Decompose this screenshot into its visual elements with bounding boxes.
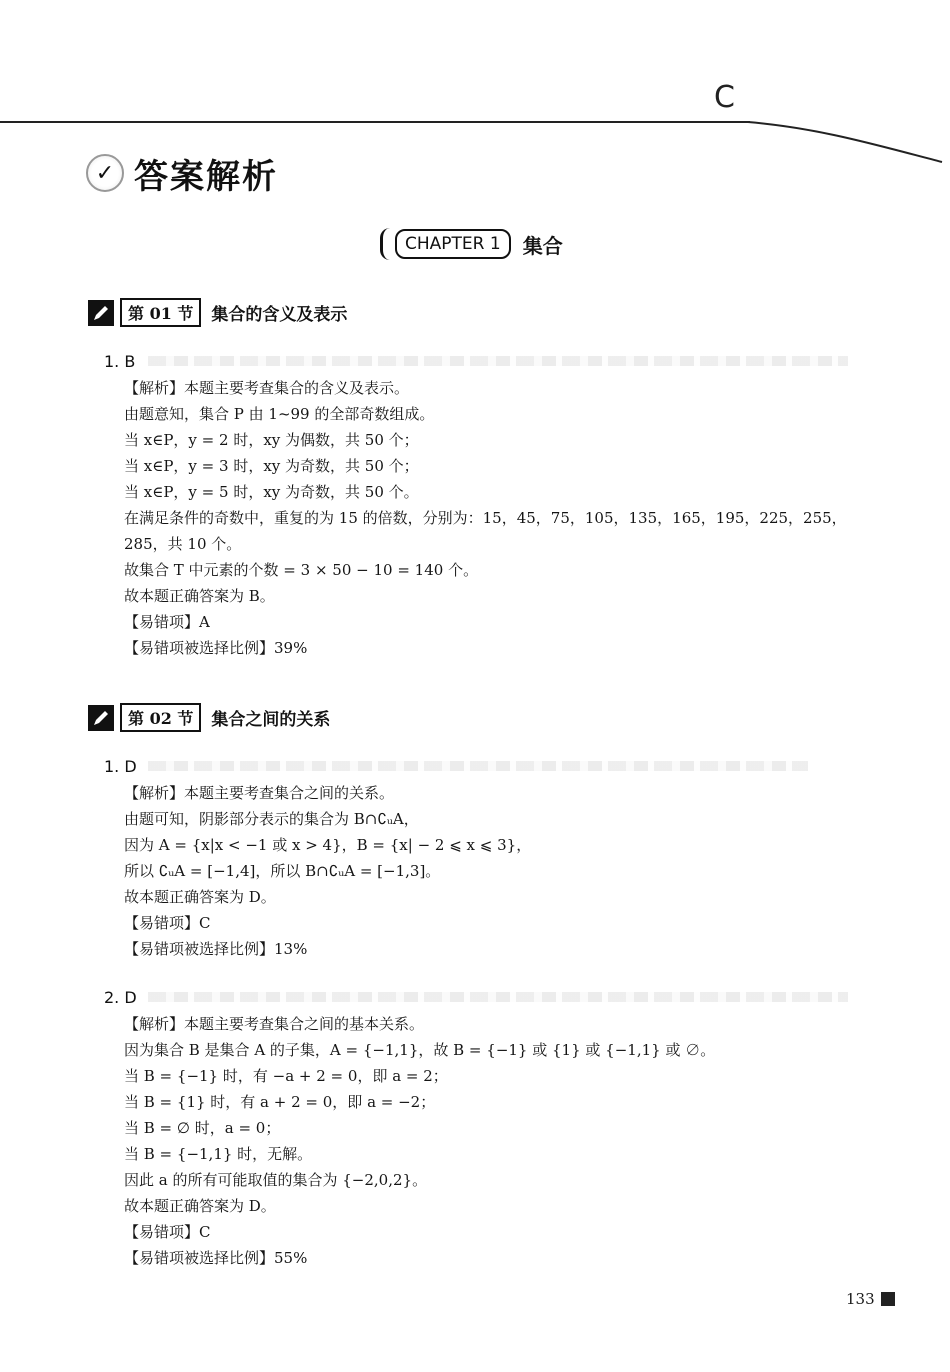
section-title: 集合之间的关系 bbox=[211, 710, 331, 730]
explanation-line: 所以 ∁ᵤA = [−1,4]，所以 B∩∁ᵤA = [−1,3]。 bbox=[124, 862, 441, 880]
explanation-line: 故本题正确答案为 D。 bbox=[124, 1197, 276, 1215]
wrong-ratio-line: 【易错项被选择比例】13% bbox=[124, 940, 308, 958]
chapter-name: 集合 bbox=[522, 233, 563, 258]
chapter-heading bbox=[380, 228, 563, 260]
section-heading-02 bbox=[88, 703, 330, 732]
chapter-label: CHAPTER 1 bbox=[395, 229, 511, 259]
page-marker-square bbox=[881, 1292, 895, 1306]
question-number: 2. D bbox=[104, 988, 137, 1007]
page-number bbox=[846, 1290, 895, 1308]
section-tag: 第 01 节 bbox=[120, 298, 201, 327]
explanation-line: 因为 A = {x|x < −1 或 x > 4}，B = {x| − 2 ⩽ x ⩽ 3}， bbox=[124, 836, 532, 854]
explanation-line: 故集合 T 中元素的个数 = 3 × 50 − 10 = 140 个。 bbox=[124, 561, 479, 579]
page-title-text: 答案解析 bbox=[134, 156, 278, 197]
wrong-option-line: 【易错项】C bbox=[124, 1223, 211, 1241]
answer-explanation bbox=[124, 375, 847, 661]
wrong-ratio-line: 【易错项被选择比例】39% bbox=[124, 639, 308, 657]
explanation-line: 当 x∈P，y = 5 时，xy 为奇数，共 50 个。 bbox=[124, 483, 419, 501]
wrong-option-line: 【易错项】C bbox=[124, 914, 211, 932]
section-tag: 第 02 节 bbox=[120, 703, 201, 732]
wrong-option-line: 【易错项】A bbox=[124, 613, 210, 631]
faded-scan-strip bbox=[148, 356, 848, 366]
explanation-line: 当 B = ∅ 时，a = 0； bbox=[124, 1119, 281, 1137]
explanation-line: 当 B = {−1,1} 时，无解。 bbox=[124, 1145, 313, 1163]
answer-explanation bbox=[124, 780, 531, 962]
bracket-decoration bbox=[380, 228, 393, 260]
page-title bbox=[86, 148, 278, 198]
explanation-line: 在满足条件的奇数中，重复的为 15 的倍数，分别为：15，45，75，105，135，165，195，225，255， bbox=[124, 509, 847, 527]
section-heading-01 bbox=[88, 298, 347, 327]
explanation-line: 由题可知，阴影部分表示的集合为 B∩∁ᵤA， bbox=[124, 810, 419, 828]
question-number: 1. B bbox=[104, 352, 136, 371]
page-number-text: 133 bbox=[846, 1290, 875, 1308]
explanation-line: 【解析】本题主要考查集合之间的关系。 bbox=[124, 784, 395, 802]
explanation-line: 当 x∈P，y = 2 时，xy 为偶数，共 50 个； bbox=[124, 431, 419, 449]
pencil-icon bbox=[88, 300, 114, 326]
explanation-line: 故本题正确答案为 B。 bbox=[124, 587, 275, 605]
explanation-line: 当 B = {1} 时，有 a + 2 = 0，即 a = −2； bbox=[124, 1093, 436, 1111]
explanation-line: 故本题正确答案为 D。 bbox=[124, 888, 276, 906]
explanation-line: 285，共 10 个。 bbox=[124, 535, 242, 553]
answer-explanation bbox=[124, 1011, 715, 1271]
explanation-line: 因为集合 B 是集合 A 的子集，A = {−1,1}，故 B = {−1} 或 {1} 或 {−1,1} 或 ∅。 bbox=[124, 1041, 716, 1059]
faded-scan-strip bbox=[148, 992, 848, 1002]
pencil-icon bbox=[88, 705, 114, 731]
section-title: 集合的含义及表示 bbox=[211, 305, 348, 325]
explanation-line: 【解析】本题主要考查集合之间的基本关系。 bbox=[124, 1015, 425, 1033]
check-icon: ✓ bbox=[86, 154, 124, 192]
explanation-line: 当 B = {−1} 时，有 −a + 2 = 0，即 a = 2； bbox=[124, 1067, 448, 1085]
explanation-line: 【解析】本题主要考查集合的含义及表示。 bbox=[124, 379, 410, 397]
faded-scan-strip bbox=[148, 761, 808, 771]
explanation-line: 当 x∈P，y = 3 时，xy 为奇数，共 50 个； bbox=[124, 457, 419, 475]
wrong-ratio-line: 【易错项被选择比例】55% bbox=[124, 1249, 308, 1267]
explanation-line: 因此 a 的所有可能取值的集合为 {−2,0,2}。 bbox=[124, 1171, 428, 1189]
explanation-line: 由题意知，集合 P 由 1~99 的全部奇数组成。 bbox=[124, 405, 435, 423]
handwritten-mark: C bbox=[714, 80, 735, 115]
question-number: 1. D bbox=[104, 757, 137, 776]
